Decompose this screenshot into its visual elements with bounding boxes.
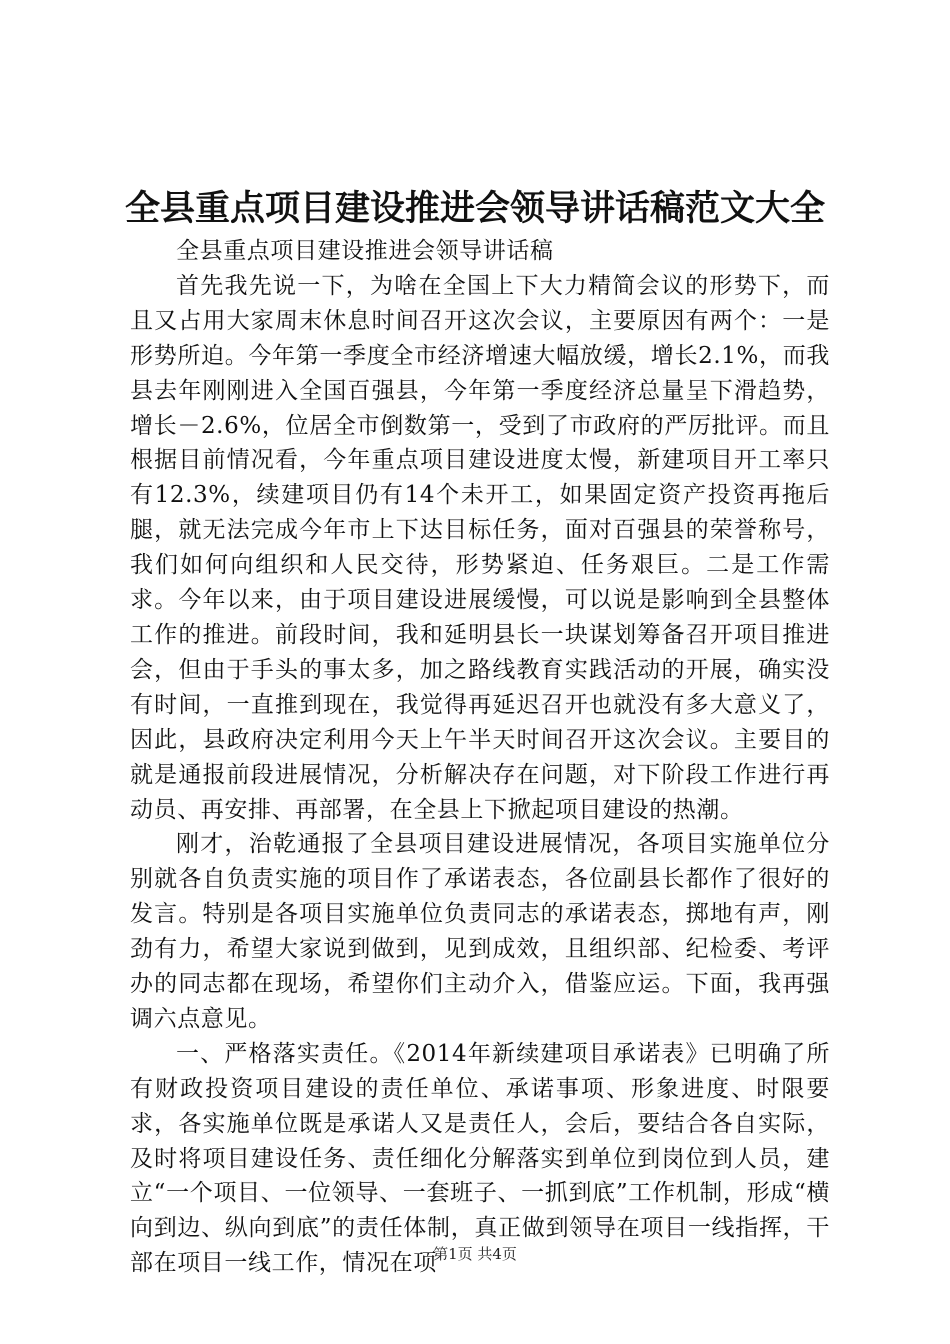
body-paragraph: 刚才，治乾通报了全县项目建设进展情况，各项目实施单位分别就各自负责实施的项目作了承诺表态，各位副县长都作了很好的发言。特别是各项目实施单位负责同志的承诺表态，掷地有声，刚劲有力，希望大家说到做到，见到成效，且组织部、纪检委、考评办的同志都在现场，希望你们主动介入，借鉴应运。下面，我再强调六点意见。 (130, 831, 830, 1032)
body-paragraph: 一、严格落实责任。《2014年新续建项目承诺表》已明确了所有财政投资项目建设的责任单位、承诺事项、形象进度、时限要求，各实施单位既是承诺人又是责任人，会后，要结合各自实际，及时将项目建设任务、责任细化分解落实到单位到岗位到人员，建立“一个项目、一位领导、一套班子、一抓到底”工作机制，形成“横向到边、纵向到底”的责任体制，真正做到领导在项目一线指挥，干部在项目一线工作，情况在项 (130, 1040, 830, 1277)
document-body (130, 234, 830, 1281)
body-paragraph: 首先我先说一下，为啥在全国上下大力精简会议的形势下，而且又占用大家周末休息时间召开这次会议，主要原因有两个：一是形势所迫。今年第一季度全市经济增速大幅放缓，增长2.1%，而我县去年刚刚进入全国百强县，今年第一季度经济总量呈下滑趋势，增长－2.6%，位居全市倒数第一，受到了市政府的严厉批评。而且根据目前情况看，今年重点项目建设进度太慢，新建项目开工率只有12.3%，续建项目仍有14个未开工，如果固定资产投资再拖后腿，就无法完成今年市上下达目标任务，面对百强县的荣誉称号，我们如何向组织和人民交待，形势紧迫、任务艰巨。二是工作需求。今年以来，由于项目建设进展缓慢，可以说是影响到全县整体工作的推进。前段时间，我和延明县长一块谋划筹备召开项目推进会，但由于手头的事太多，加之路线教育实践活动的开展，确实没有时间，一直推到现在，我觉得再延迟召开也就没有多大意义了，因此，县政府决定利用今天上午半天时间召开这次会议。主要目的就是通报前段进展情况，分析解决存在问题，对下阶段工作进行再动员、再安排、再部署，在全县上下掀起项目建设的热潮。 (130, 272, 830, 823)
document-title: 全县重点项目建设推进会领导讲话稿范文大全 (124, 188, 825, 229)
page-footer: 第1页 共4页 (433, 1245, 517, 1263)
subtitle-paragraph: 全县重点项目建设推进会领导讲话稿 (176, 238, 554, 264)
